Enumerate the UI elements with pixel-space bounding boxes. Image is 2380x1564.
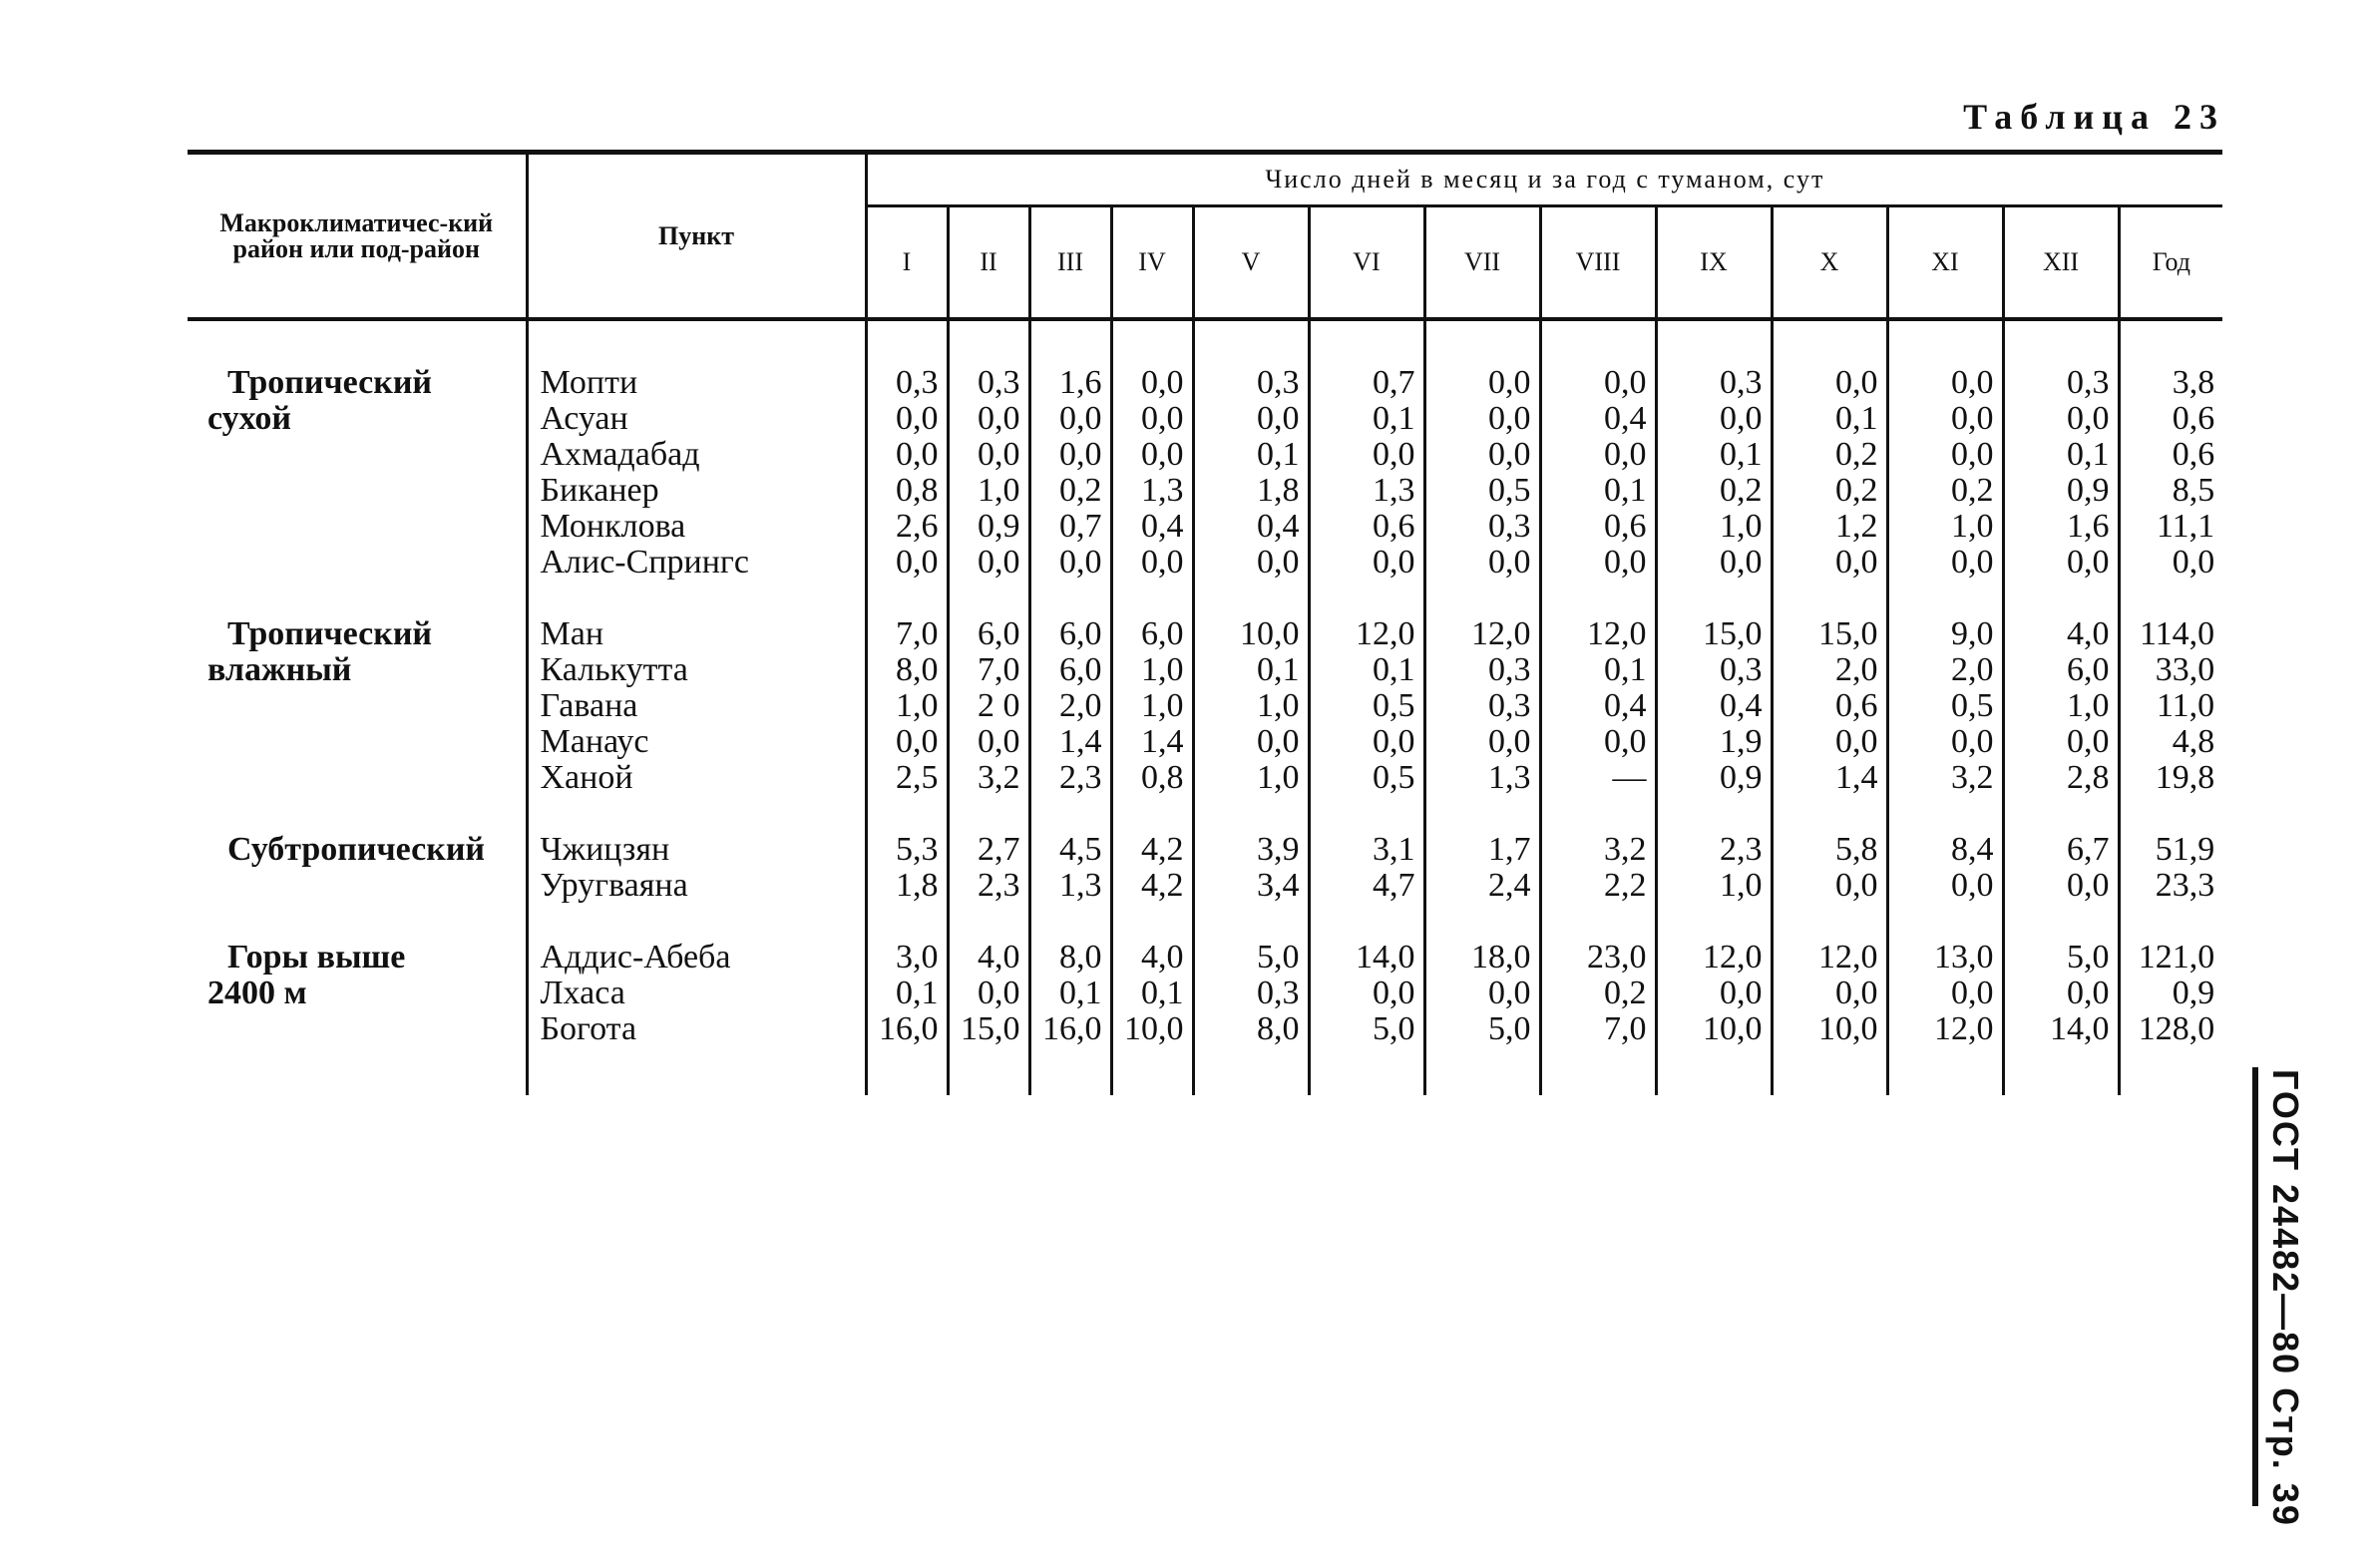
value-cell: 0,5 (1309, 688, 1424, 724)
region-cell (188, 868, 527, 904)
value-cell: 0,6 (1309, 509, 1424, 545)
value-cell: 5,0 (1309, 1011, 1424, 1047)
month-header-10: X (1772, 206, 1887, 320)
value-cell: 0,1 (1540, 652, 1656, 688)
value-cell: 6,7 (2003, 832, 2119, 868)
value-cell: 14,0 (1309, 940, 1424, 976)
value-cell: 0,0 (1887, 365, 2003, 401)
value-cell: 0,2 (1029, 473, 1111, 509)
value-cell: 0,0 (866, 545, 948, 581)
point-column-header: Пункт (527, 153, 866, 320)
point-cell: Лхаса (527, 976, 866, 1011)
value-cell: 0,3 (1193, 976, 1309, 1011)
value-cell: 0,3 (1193, 365, 1309, 401)
value-cell: 2,8 (2003, 760, 2119, 796)
region-cell (188, 724, 527, 760)
value-cell: 9,0 (1887, 616, 2003, 652)
value-cell: 0,5 (1887, 688, 2003, 724)
value-cell: 0,2 (1887, 473, 2003, 509)
table-row (188, 724, 2222, 760)
value-cell: 0,0 (1887, 437, 2003, 473)
value-cell: 0,1 (1772, 401, 1887, 437)
value-cell: 12,0 (1887, 1011, 2003, 1047)
value-cell: 0,0 (1309, 976, 1424, 1011)
value-cell: 4,0 (948, 940, 1029, 976)
table-row (188, 760, 2222, 796)
value-cell: 0,0 (2003, 545, 2119, 581)
value-cell: 0,0 (1193, 545, 1309, 581)
value-cell: 0,0 (2003, 976, 2119, 1011)
value-cell: 1,0 (1887, 509, 2003, 545)
value-cell: 0,3 (2003, 365, 2119, 401)
value-cell: 0,3 (1656, 652, 1772, 688)
value-cell: 8,5 (2119, 473, 2222, 509)
value-cell: 0,0 (1772, 365, 1887, 401)
month-header-5: V (1193, 206, 1309, 320)
value-cell: 12,0 (1309, 616, 1424, 652)
value-cell: 0,0 (1656, 545, 1772, 581)
point-cell: Чжицзян (527, 832, 866, 868)
point-cell: Мопти (527, 365, 866, 401)
value-cell: 6,0 (948, 616, 1029, 652)
value-cell: 12,0 (1656, 940, 1772, 976)
value-cell: 16,0 (1029, 1011, 1111, 1047)
value-cell: 6,0 (1111, 616, 1193, 652)
value-cell: 0,7 (1309, 365, 1424, 401)
value-cell: 10,0 (1656, 1011, 1772, 1047)
table-body (188, 319, 2222, 1095)
value-cell: 0,0 (866, 437, 948, 473)
value-cell: 0,1 (1540, 473, 1656, 509)
value-cell: 128,0 (2119, 1011, 2222, 1047)
table-row (188, 616, 2222, 652)
value-cell: 1,0 (1111, 652, 1193, 688)
value-cell: 0,0 (1772, 868, 1887, 904)
value-cell: 12,0 (1424, 616, 1540, 652)
value-cell: 5,0 (1193, 940, 1309, 976)
value-cell: 0,2 (1540, 976, 1656, 1011)
table-row (188, 832, 2222, 868)
value-cell: 2 0 (948, 688, 1029, 724)
table-row (188, 401, 2222, 437)
value-cell: 0,0 (1309, 437, 1424, 473)
value-cell: 0,0 (948, 401, 1029, 437)
value-cell: 2,2 (1540, 868, 1656, 904)
value-cell: 8,0 (866, 652, 948, 688)
value-cell: 1,7 (1424, 832, 1540, 868)
value-cell: 15,0 (1772, 616, 1887, 652)
value-cell: 0,0 (1111, 365, 1193, 401)
value-cell: 1,0 (1656, 509, 1772, 545)
point-cell: Ман (527, 616, 866, 652)
value-cell: 1,4 (1029, 724, 1111, 760)
value-cell: 10,0 (1111, 1011, 1193, 1047)
value-cell: 2,3 (1656, 832, 1772, 868)
value-cell: 1,4 (1772, 760, 1887, 796)
point-cell: Ахмадабад (527, 437, 866, 473)
month-header-3: III (1029, 206, 1111, 320)
fog-days-table (188, 150, 2222, 1095)
value-cell: 3,4 (1193, 868, 1309, 904)
value-cell: 0,1 (1309, 401, 1424, 437)
value-cell: 1,8 (1193, 473, 1309, 509)
region-cell (188, 688, 527, 724)
value-cell: 2,7 (948, 832, 1029, 868)
point-cell: Биканер (527, 473, 866, 509)
value-cell: 3,0 (866, 940, 948, 976)
value-cell: 10,0 (1193, 616, 1309, 652)
value-cell: 0,7 (1029, 509, 1111, 545)
table-row (188, 365, 2222, 401)
region-cell: Тропический (227, 364, 433, 401)
table-row (188, 652, 2222, 688)
value-cell: 14,0 (2003, 1011, 2119, 1047)
value-cell: 11,0 (2119, 688, 2222, 724)
value-cell: 1,3 (1309, 473, 1424, 509)
value-cell: 5,8 (1772, 832, 1887, 868)
value-cell: 1,0 (2003, 688, 2119, 724)
value-cell: 0,0 (1887, 976, 2003, 1011)
value-cell: 0,0 (1887, 724, 2003, 760)
table-header (188, 153, 2222, 320)
month-header-13: Год (2119, 206, 2222, 320)
value-cell: 2,5 (866, 760, 948, 796)
point-cell: Уругваяна (527, 868, 866, 904)
value-cell: 4,0 (2003, 616, 2119, 652)
value-cell: 0,4 (1540, 401, 1656, 437)
value-cell: 3,1 (1309, 832, 1424, 868)
value-cell: 4,2 (1111, 832, 1193, 868)
month-header-11: XI (1887, 206, 2003, 320)
value-cell: 0,3 (1424, 688, 1540, 724)
table-row (188, 976, 2222, 1011)
value-cell: 1,0 (948, 473, 1029, 509)
value-cell: 0,0 (948, 545, 1029, 581)
month-header-2: II (948, 206, 1029, 320)
table-row (188, 545, 2222, 581)
value-cell: 0,9 (2003, 473, 2119, 509)
region-cell (188, 1011, 527, 1047)
value-cell: 0,0 (1424, 401, 1540, 437)
value-cell: 6,0 (2003, 652, 2119, 688)
value-cell: 0,0 (1540, 545, 1656, 581)
value-cell: 0,6 (1772, 688, 1887, 724)
value-cell: 0,0 (1193, 401, 1309, 437)
value-cell: 0,0 (1772, 724, 1887, 760)
value-cell: 3,2 (1887, 760, 2003, 796)
value-cell: 0,0 (1540, 437, 1656, 473)
value-cell: — (1540, 760, 1656, 796)
value-cell: 7,0 (1540, 1011, 1656, 1047)
value-cell: 6,0 (1029, 652, 1111, 688)
value-cell: 13,0 (1887, 940, 2003, 976)
point-cell: Асуан (527, 401, 866, 437)
value-cell: 0,0 (1111, 545, 1193, 581)
value-cell: 5,3 (866, 832, 948, 868)
value-cell: 15,0 (1656, 616, 1772, 652)
value-cell: 4,2 (1111, 868, 1193, 904)
region-cell: Тропический (227, 615, 433, 652)
value-cell: 2,6 (866, 509, 948, 545)
month-header-4: IV (1111, 206, 1193, 320)
row-spacer (188, 319, 2222, 365)
value-cell: 0,0 (1772, 976, 1887, 1011)
value-cell: 8,0 (1193, 1011, 1309, 1047)
value-cell: 0,0 (1029, 545, 1111, 581)
value-cell: 7,0 (866, 616, 948, 652)
value-cell: 1,2 (1772, 509, 1887, 545)
value-cell: 0,8 (866, 473, 948, 509)
point-cell: Ханой (527, 760, 866, 796)
table-row (188, 940, 2222, 976)
value-cell: 0,6 (2119, 437, 2222, 473)
value-cell: 0,4 (1111, 509, 1193, 545)
value-cell: 0,8 (1111, 760, 1193, 796)
value-cell: 11,1 (2119, 509, 2222, 545)
value-cell: 0,2 (1656, 473, 1772, 509)
value-cell: 121,0 (2119, 940, 2222, 976)
month-header-12: XII (2003, 206, 2119, 320)
value-cell: 1,0 (1193, 688, 1309, 724)
value-cell: 0,0 (1309, 724, 1424, 760)
value-cell: 0,1 (1111, 976, 1193, 1011)
value-cell: 7,0 (948, 652, 1029, 688)
value-cell: 1,4 (1111, 724, 1193, 760)
region-cell: сухой (207, 400, 291, 437)
fog-days-table-container (188, 150, 2222, 1095)
value-cell: 0,0 (866, 401, 948, 437)
region-cell: влажный (207, 651, 352, 688)
value-cell: 0,5 (1309, 760, 1424, 796)
value-cell: 0,3 (1424, 509, 1540, 545)
point-cell: Калькутта (527, 652, 866, 688)
value-cell: 19,8 (2119, 760, 2222, 796)
value-cell: 4,7 (1309, 868, 1424, 904)
value-cell: 0,0 (1656, 976, 1772, 1011)
value-cell: 0,0 (1424, 976, 1540, 1011)
table-title: Таблица 23 (1963, 97, 2225, 137)
value-cell: 3,2 (948, 760, 1029, 796)
value-cell: 0,0 (1111, 437, 1193, 473)
value-cell: 1,8 (866, 868, 948, 904)
value-cell: 0,1 (1029, 976, 1111, 1011)
value-cell: 4,0 (1111, 940, 1193, 976)
value-cell: 4,5 (1029, 832, 1111, 868)
region-cell (188, 473, 527, 509)
value-cell: 0,2 (1772, 437, 1887, 473)
point-cell: Манаус (527, 724, 866, 760)
table-row (188, 1011, 2222, 1047)
value-cell: 18,0 (1424, 940, 1540, 976)
value-cell: 1,3 (1029, 868, 1111, 904)
region-cell: 2400 м (207, 975, 307, 1011)
value-cell: 0,0 (1887, 401, 2003, 437)
value-cell: 0,3 (948, 365, 1029, 401)
value-cell: 0,4 (1193, 509, 1309, 545)
table-row (188, 509, 2222, 545)
table-row (188, 473, 2222, 509)
value-cell: 1,0 (1193, 760, 1309, 796)
value-cell: 3,9 (1193, 832, 1309, 868)
value-cell: 0,1 (1193, 437, 1309, 473)
point-cell: Богота (527, 1011, 866, 1047)
value-cell: 0,5 (1424, 473, 1540, 509)
value-cell: 15,0 (948, 1011, 1029, 1047)
value-cell: 0,0 (948, 976, 1029, 1011)
value-cell: 23,0 (1540, 940, 1656, 976)
value-cell: 0,9 (2119, 976, 2222, 1011)
value-cell: 0,0 (948, 437, 1029, 473)
month-header-7: VII (1424, 206, 1540, 320)
value-cell: 0,9 (948, 509, 1029, 545)
value-cell: 0,0 (1540, 365, 1656, 401)
value-cell: 12,0 (1772, 940, 1887, 976)
value-cell: 23,3 (2119, 868, 2222, 904)
value-cell: 1,9 (1656, 724, 1772, 760)
value-cell: 0,2 (1772, 473, 1887, 509)
value-cell: 2,4 (1424, 868, 1540, 904)
value-cell: 1,3 (1111, 473, 1193, 509)
value-cell: 16,0 (866, 1011, 948, 1047)
value-cell: 2,0 (1887, 652, 2003, 688)
value-cell: 1,0 (1111, 688, 1193, 724)
value-cell: 8,0 (1029, 940, 1111, 976)
value-cell: 0,0 (1111, 401, 1193, 437)
region-cell: Горы выше (227, 939, 406, 976)
value-cell: 6,0 (1029, 616, 1111, 652)
value-cell: 0,0 (2003, 401, 2119, 437)
point-cell: Аддис-Абеба (527, 940, 866, 976)
fog-days-group-header: Число дней в месяц и за год с туманом, сут (866, 153, 2222, 206)
value-cell: 2,3 (948, 868, 1029, 904)
value-cell: 2,0 (1029, 688, 1111, 724)
value-cell: 0,0 (1772, 545, 1887, 581)
value-cell: 0,0 (1029, 437, 1111, 473)
value-cell: 0,0 (1424, 437, 1540, 473)
value-cell: 3,8 (2119, 365, 2222, 401)
row-spacer (188, 581, 2222, 616)
value-cell: 0,3 (1656, 365, 1772, 401)
month-header-9: IX (1656, 206, 1772, 320)
value-cell: 0,1 (1309, 652, 1424, 688)
month-header-6: VI (1309, 206, 1424, 320)
value-cell: 0,6 (1540, 509, 1656, 545)
region-cell: Субтропический (227, 831, 486, 868)
value-cell: 33,0 (2119, 652, 2222, 688)
point-cell: Гавана (527, 688, 866, 724)
table-row (188, 868, 2222, 904)
standard-page-label: ГОСТ 24482—80 Стр. 39 (2265, 1069, 2306, 1527)
region-column-header: Макроклиматичес-кий район или под-район (188, 153, 527, 320)
month-header-1: I (866, 206, 948, 320)
value-cell: 0,6 (2119, 401, 2222, 437)
value-cell: 12,0 (1540, 616, 1656, 652)
table-row (188, 688, 2222, 724)
value-cell: 0,0 (1540, 724, 1656, 760)
value-cell: 5,0 (1424, 1011, 1540, 1047)
point-cell: Алис-Спрингс (527, 545, 866, 581)
point-cell: Монклова (527, 509, 866, 545)
value-cell: 0,0 (1656, 401, 1772, 437)
value-cell: 5,0 (2003, 940, 2119, 976)
month-header-8: VIII (1540, 206, 1656, 320)
table-row (188, 437, 2222, 473)
value-cell: 1,6 (2003, 509, 2119, 545)
value-cell: 3,2 (1540, 832, 1656, 868)
value-cell: 0,0 (1309, 545, 1424, 581)
value-cell: 1,6 (1029, 365, 1111, 401)
value-cell: 1,3 (1424, 760, 1540, 796)
value-cell: 4,8 (2119, 724, 2222, 760)
value-cell: 8,4 (1887, 832, 2003, 868)
value-cell: 10,0 (1772, 1011, 1887, 1047)
row-spacer (188, 1047, 2222, 1095)
value-cell: 1,0 (1656, 868, 1772, 904)
value-cell: 0,1 (1656, 437, 1772, 473)
value-cell: 0,0 (1029, 401, 1111, 437)
value-cell: 0,1 (1193, 652, 1309, 688)
value-cell: 0,0 (1887, 868, 2003, 904)
value-cell: 0,0 (866, 724, 948, 760)
region-cell (188, 545, 527, 581)
value-cell: 2,3 (1029, 760, 1111, 796)
value-cell: 0,3 (1424, 652, 1540, 688)
value-cell: 0,0 (2119, 545, 2222, 581)
value-cell: 0,0 (2003, 868, 2119, 904)
region-cell (188, 760, 527, 796)
region-cell (188, 509, 527, 545)
value-cell: 0,0 (948, 724, 1029, 760)
value-cell: 0,0 (1193, 724, 1309, 760)
value-cell: 0,0 (1887, 545, 2003, 581)
value-cell: 2,0 (1772, 652, 1887, 688)
value-cell: 0,3 (866, 365, 948, 401)
value-cell: 114,0 (2119, 616, 2222, 652)
value-cell: 1,0 (866, 688, 948, 724)
value-cell: 0,4 (1540, 688, 1656, 724)
value-cell: 0,0 (1424, 724, 1540, 760)
value-cell: 0,4 (1656, 688, 1772, 724)
value-cell: 0,9 (1656, 760, 1772, 796)
region-cell (188, 437, 527, 473)
row-spacer (188, 796, 2222, 832)
value-cell: 0,0 (1424, 365, 1540, 401)
value-cell: 0,0 (1424, 545, 1540, 581)
value-cell: 0,1 (2003, 437, 2119, 473)
row-spacer (188, 904, 2222, 940)
value-cell: 0,0 (2003, 724, 2119, 760)
value-cell: 51,9 (2119, 832, 2222, 868)
value-cell: 0,1 (866, 976, 948, 1011)
